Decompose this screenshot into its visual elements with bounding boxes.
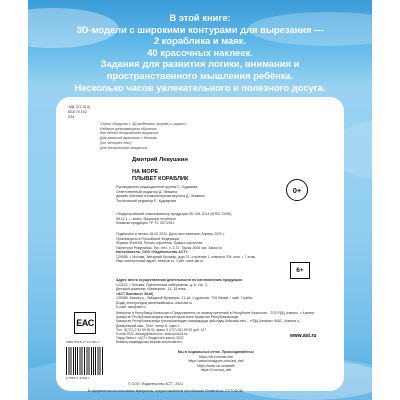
social-heading: Мы в социальных сетях. Присоединяйтесь! [177, 350, 255, 354]
standard-line: Общероссийский классификатор продукции ОК-034-2014 (КПЕС 2008); [116, 212, 232, 216]
barcode-icon [66, 347, 104, 375]
staff-line: Ответственный редактор Д. Левкина [116, 189, 178, 194]
image-credit: В оформлении использованы материалы, предоставленные фотобанком Shutterstock, FOTODOM [88, 389, 243, 393]
importer-line: Өнімнің жарамдылық мерзімі шектелмеген. [116, 340, 183, 345]
address-line: 129085, Мәскеу қ., Звёздный бульвары, 21-үй, 1-құрылыс, 705 бөлме, I жай, 7-қабат. [116, 296, 254, 300]
publisher-line: 129085, г. Москва, Звёздный бульвар, дом 21, строение 1, комната 705, пом. I, 7 этаж. [116, 254, 256, 259]
importer-line: Импортер в Республику Казахстан и Представитель по приему претензий в Республике Казахстан – ТОО РДЦ Алматы, г. Алматы [116, 311, 315, 315]
print-info [116, 232, 294, 250]
series-line: Для занятий взрослого с детьми [100, 136, 158, 141]
social-link[interactable]: https://t.me/ast_deti [200, 368, 232, 372]
blurb-line: 40 красочных наклеек. [147, 46, 253, 58]
blurb-line: пространственного мышления ребёнка. [106, 69, 294, 81]
blurb-line: 2 кораблика и маяк. [153, 35, 246, 47]
series-line: Для дошкольного возраста [100, 145, 147, 150]
blurb-line: Задания для развития логики, внимания и [100, 58, 300, 70]
series-line: для детей дошкольного возраста [100, 131, 159, 136]
production-address [116, 278, 296, 310]
social-link[interactable]: https://www.ok.ru/astdeti [197, 363, 235, 368]
publisher-line: Изготовитель: ООО «Издательство АСТ» [116, 250, 188, 254]
barcode-number: 9 785171 474617 [66, 376, 90, 380]
age-rating-badge: 6+ [290, 262, 310, 279]
social-links [156, 350, 276, 373]
isbn: ISBN 978-5-17-147461-7 [66, 340, 100, 344]
cover-blurb [68, 12, 332, 93]
address-line: «АСТ Баспасы» ЖШҚ [116, 291, 154, 296]
staff-line: Руководитель редакционной группы С. Худякова [116, 185, 198, 189]
author-index: Л34 [68, 114, 75, 119]
importer-line: Қазақстан Республикасында тұтынушылардан шағымдарды қабылдау бойынша өкіл – «РДЦ-Алматы» ЖШС, Алматы қ., Домбровский көш., 3«а», литер Б, офис 1. [116, 319, 301, 328]
print-line: Гарнитура Pragmatica. Усл. печ. л. 3,72. Тираж 3000 экз. Заказ № [116, 245, 223, 250]
staff-line: Дизайн обложки и компьютерная верстка Д. Левкина [116, 194, 205, 199]
importer-line: E-mail: RDC-Almaty@eksmo.kz, www.book24.kz [116, 332, 188, 337]
book-title-line: ПЛЫВЕТ КОРАБЛИК [132, 176, 189, 182]
social-link[interactable]: https://vk.com/ast.deti [199, 354, 233, 359]
address-line: Біздің электрондық мекенжайымыз: www.ast.ru [116, 300, 193, 305]
udc-code: УДК 372.3(.4) [68, 105, 91, 109]
address-line: Адрес места осуществления деятельности по изготовлению продукции: [116, 278, 243, 282]
editorial-staff [116, 185, 291, 203]
classification-codes [68, 105, 90, 119]
series-line: Издание развивающего обучения [100, 126, 157, 131]
social-link[interactable]: https://www.instagram.com/ast_deti [188, 359, 244, 363]
kazakhstan-importer-info [116, 311, 316, 345]
print-line: Формат 60x84/8. Печать офсетная. Бумага офсетная. [116, 241, 204, 245]
eac-mark: EAC [74, 312, 96, 334]
bbk-code: ББК 74.102 [68, 109, 87, 114]
address-line: Деловой комплекс «Империя», 14, 15 этаж. [116, 287, 187, 291]
book-title [132, 169, 188, 183]
publisher-line: Наш электронный адрес: astbook.ru. Сайт: www.ast.ru [116, 259, 204, 263]
staff-line: Технический редактор Е. Кудиярова [116, 198, 177, 203]
standard-line: 58.11.1 — книги, брошюры печатные [116, 216, 176, 221]
importer-line: Қазақстан Республикасындағы импорттаушы және Қазақстан Республикасында [116, 315, 239, 320]
blurb-line: 3D-модели с широкими контурами для вырезания — [76, 23, 324, 35]
print-line: Подписано в печать 26.02.2022. Дата изготовления: Апрель 2022 г. [116, 232, 225, 236]
publisher-info [116, 250, 294, 264]
address-line: E-mail: ask@ast.ru [116, 305, 146, 309]
book-title-line: НА МОРЕ [132, 169, 159, 175]
blurb-line: Несколько часов увлекательного и полезного досуга. [74, 81, 326, 93]
copyright-notice: © ООО "Издательство АСТ", 2021 [128, 382, 184, 386]
importer-line: Тауар белгісі: «АСТ» Өндірілген жылы: 2022 [116, 336, 184, 341]
address-line: 123112, г. Москва, Пресненская набережная, д. 6, стр. 2, [116, 282, 208, 287]
series-line: (от четырёх лет) [100, 140, 132, 145]
series-line: Серия «Игрушки с 3Д-моделями: вырежи и укрась» [100, 122, 187, 126]
back-cover [28, 0, 372, 400]
blurb-heading: В этой книге: [169, 12, 231, 23]
standard-line: Книжная продукция ТР ТС 007/2011 [116, 221, 175, 225]
print-line: Произведено в Российской Федерации [116, 236, 180, 241]
importer-line: Тел.: 8(727) 2 51 59 90,91, факс: 8 (727) 251 59 92 доб. 107 [116, 327, 207, 332]
product-standard [116, 212, 294, 226]
website-url[interactable]: www.ast.ru [290, 333, 317, 339]
author-name: Дмитрий Левушкин [132, 157, 188, 163]
imprint-panel [56, 97, 344, 391]
series-info [100, 122, 280, 150]
age-rating-badge: 0+ [286, 179, 308, 201]
